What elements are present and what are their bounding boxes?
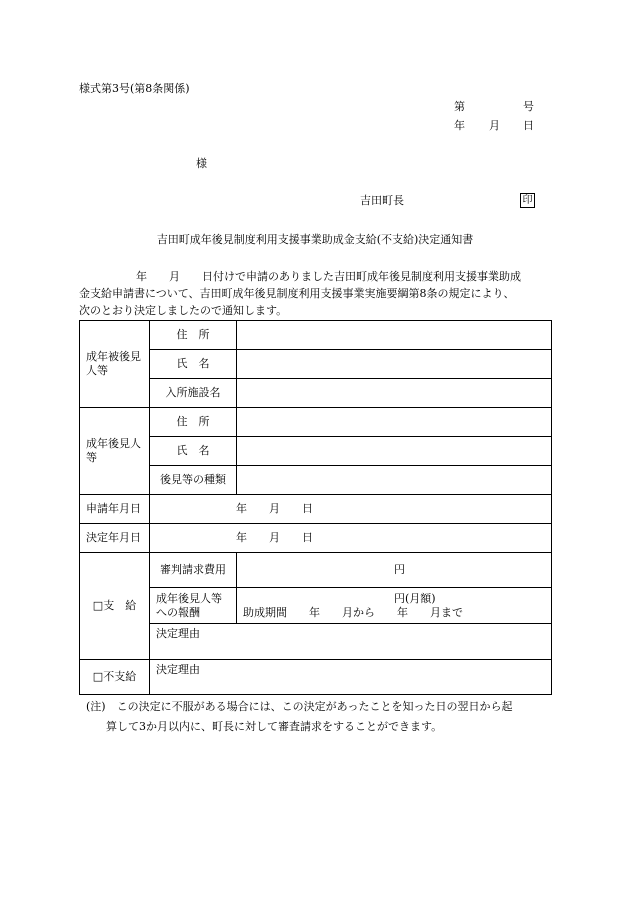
ward-address-field[interactable] [237,321,552,350]
footnote-line-1: (注) この決定に不服がある場合には、この決定があったことを知った日の翌日から起 [86,700,513,713]
remuneration-label: 成年後見人等への報酬 [150,588,237,624]
remuneration-unit: 円(月額) [394,591,436,605]
document-number-suffix: 号 [523,100,534,113]
body-line-2: 金支給申請書について、吉田町成年後見制度利用支援事業実施要綱第8条の規定により、 [79,287,515,300]
guardian-name-field[interactable] [237,437,552,466]
payment-reason-field[interactable] [150,624,552,660]
date-month-label: 月 [489,119,500,132]
guardian-type-label: 後見等の種類 [150,466,237,495]
seal-mark: 印 [520,193,535,208]
decision-date-value: 年 月 日 [236,531,313,544]
addressee-honorific: 様 [196,157,207,170]
application-date-field[interactable] [150,495,552,524]
body-text [79,268,555,319]
application-date-label: 申請年月日 [80,495,150,524]
non-payment-reason-field[interactable] [150,660,552,695]
ward-facility-label: 入所施設名 [150,379,237,408]
application-date-value: 年 月 日 [236,502,313,515]
decision-date-label: 決定年月日 [80,524,150,553]
trial-cost-field[interactable] [237,553,552,588]
date-day-label: 日 [523,119,534,132]
footnote-line-2: 算して3か月以内に、町長に対して審査請求をすることができます。 [106,720,443,733]
ward-address-label: 住 所 [150,321,237,350]
decision-date-field[interactable] [150,524,552,553]
trial-cost-unit: 円 [394,563,405,576]
non-payment-reason-label: 決定理由 [156,663,200,676]
form-number: 様式第3号(第8条関係) [79,82,190,95]
guardian-type-field[interactable] [237,466,552,495]
ward-facility-field[interactable] [237,379,552,408]
date-year-label: 年 [454,119,465,132]
body-line-3: 次のとおり決定しましたので通知します。 [79,304,288,317]
body-line-1: 年 月 日付けで申請のありました吉田町成年後見制度利用支援事業助成 [136,270,521,283]
trial-cost-label: 審判請求費用 [150,553,237,588]
subsidy-period: 助成期間 年 月から 年 月まで [243,605,463,619]
non-payment-label[interactable]: □不支給 [80,660,150,695]
guardian-address-label: 住 所 [150,408,237,437]
remuneration-field[interactable] [237,588,552,624]
payment-reason-label: 決定理由 [156,627,200,640]
document-title: 吉田町成年後見制度利用支援事業助成金支給(不支給)決定通知書 [156,233,474,246]
ward-name-label: 氏 名 [150,350,237,379]
decision-table [79,320,552,695]
ward-name-field[interactable] [237,350,552,379]
payment-label[interactable]: □支 給 [80,553,150,660]
guardian-name-label: 氏 名 [150,437,237,466]
ward-label: 成年被後見人等 [80,321,150,408]
footnote [86,697,556,737]
guardian-address-field[interactable] [237,408,552,437]
guardian-label: 成年後見人等 [80,408,150,495]
issuer-title: 吉田町長 [360,194,404,207]
document-number-prefix: 第 [454,100,465,113]
